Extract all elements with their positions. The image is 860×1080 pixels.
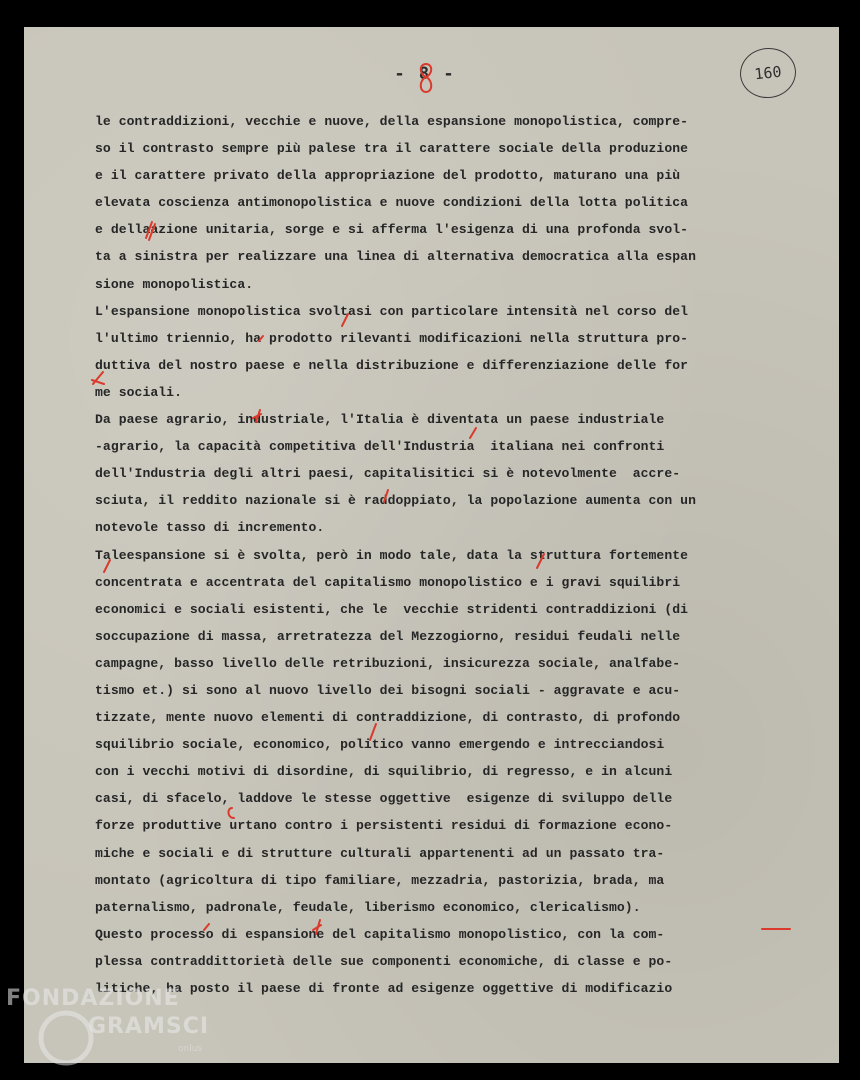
text-line: miche e sociali e di strutture culturali appartenenti ad un passato tra- bbox=[95, 845, 665, 861]
text-line: tismo et.) si sono al nuovo livello dei bisogni sociali - aggravate e acu- bbox=[95, 682, 681, 698]
text-line: tizzate, mente nuovo elementi di contraddizione, di contrasto, di profondo bbox=[95, 710, 681, 726]
text-line: e dellaazione unitaria, sorge e si afferma l'esigenza di una profonda svol- bbox=[95, 222, 689, 238]
text-line: L'espansione monopolistica svoltasi con particolare intensità nel corso del bbox=[95, 303, 689, 319]
watermark-line1: FONDAZIONE bbox=[6, 986, 180, 1011]
text-line: soccupazione di massa, arretratezza del Mezzogiorno, residui feudali nelle bbox=[95, 628, 681, 644]
text-line: -agrario, la capacità competitiva dell'Industria italiana nei confronti bbox=[95, 439, 665, 455]
text-line: montato (agricoltura di tipo familiare, mezzadria, pastorizia, brada, ma bbox=[95, 872, 665, 888]
text-line: me sociali. bbox=[95, 384, 182, 400]
text-line: elevata coscienza antimonopolistica e nuove condizioni della lotta politica bbox=[95, 195, 689, 211]
text-line: Da paese agrario, industriale, l'Italia è diventata un paese industriale bbox=[95, 412, 665, 428]
text-line: forze produttive urtano contro i persistenti residui di formazione econo- bbox=[95, 818, 673, 834]
text-line: so il contrasto sempre più palese tra il carattere sociale della produzione bbox=[95, 141, 689, 157]
text-line: concentrata e accentrata del capitalismo monopolistico e i gravi squilibri bbox=[95, 574, 681, 590]
text-line: con i vecchi motivi di disordine, di squilibrio, di regresso, e in alcuni bbox=[95, 764, 673, 780]
text-line: l'ultimo triennio, ha prodotto rilevanti modificazioni nella struttura pro- bbox=[95, 330, 689, 346]
text-line: sione monopolistica. bbox=[95, 276, 254, 292]
text-line: Questo processo di espansione del capitalismo monopolistico, con la com- bbox=[95, 926, 665, 942]
text-line: litiche, ha posto il paese di fronte ad esigenze oggettive di modificazio bbox=[95, 981, 673, 996]
document-body bbox=[95, 108, 830, 1002]
text-line: casi, di sfacelo, laddove le stesse oggettive esigenze di sviluppo delle bbox=[95, 791, 673, 807]
text-line: dell'Industria degli altri paesi, capitalisitici si è notevolmente accre- bbox=[95, 466, 681, 482]
text-line: paternalismo, padronale, feudale, liberismo economico, clericalismo). bbox=[95, 899, 641, 915]
text-line: notevole tasso di incremento. bbox=[95, 520, 325, 536]
text-line: squilibrio sociale, economico, politico vanno emergendo e intrecciandosi bbox=[95, 737, 665, 753]
text-line: plessa contraddittorietà delle sue componenti economiche, di classe e po- bbox=[95, 953, 673, 969]
text-line: duttiva del nostro paese e nella distribuzione e differenziazione delle for bbox=[95, 357, 689, 373]
watermark-line2: GRAMSCI bbox=[88, 1014, 210, 1039]
watermark-line3: onlus bbox=[178, 1044, 203, 1054]
text-line: sciuta, il reddito nazionale si è raddoppiato, la popolazione aumenta con un bbox=[95, 493, 696, 509]
text-line: campagne, basso livello delle retribuzioni, insicurezza sociale, analfabe- bbox=[95, 655, 681, 671]
page-number: - 8 - bbox=[394, 64, 456, 84]
archive-number-stamp: 160 bbox=[738, 45, 799, 101]
text-line: e il carattere privato della appropriazione del prodotto, maturano una più bbox=[95, 168, 681, 184]
text-line: ta a sinistra per realizzare una linea di alternativa democratica alla espan bbox=[95, 249, 696, 265]
text-line: le contraddizioni, vecchie e nuove, della espansione monopolistica, compre- bbox=[95, 114, 689, 129]
text-line: economici e sociali esistenti, che le vecchie stridenti contraddizioni (di bbox=[95, 601, 689, 617]
text-line: Taleespansione si è svolta, però in modo tale, data la struttura fortemente bbox=[95, 547, 689, 563]
